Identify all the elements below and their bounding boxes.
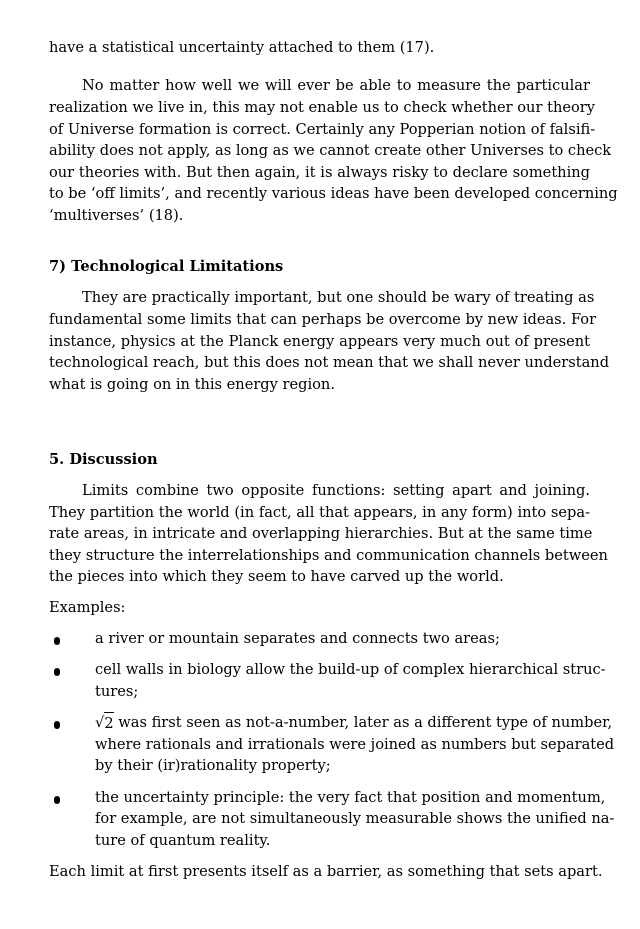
text-fragment: was first seen as not-a-number, later as a different type of number,: [113, 714, 613, 731]
closing-line: Each limit at first presents itself as a barrier, as something that sets apart.: [49, 863, 603, 880]
text-line: cell walls in biology allow the build-up of complex hierarchical struc-: [95, 661, 606, 678]
text-line: the pieces into which they seem to have carved up the world.: [49, 568, 504, 585]
text-line: our theories with. But then again, it is always risky to declare something: [49, 164, 590, 181]
text-line: tures;: [95, 683, 139, 700]
text-line: They are practically important, but one should be wary of treating as: [82, 289, 595, 306]
text-line: what is going on in this energy region.: [49, 376, 335, 393]
bullet-icon: [54, 637, 60, 645]
text-line: They partition the world (in fact, all that appears, in any form) into sepa-: [49, 504, 590, 521]
text-line: ture of quantum reality.: [95, 832, 271, 849]
text-line: rate areas, in intricate and overlapping hierarchies. But at the same time: [49, 525, 593, 542]
examples-label: Examples:: [49, 599, 126, 616]
text-line: to be ‘off limits’, and recently various ideas have been developed concerning: [49, 185, 618, 202]
text-line: of Universe formation is correct. Certainly any Popperian notion of falsifi-: [49, 121, 596, 138]
text-line: instance, physics at the Planck energy appears very much out of present: [49, 333, 590, 350]
bullet-icon: [54, 721, 60, 729]
paragraph-continuation: have a statistical uncertainty attached to them (17).: [49, 39, 435, 56]
bullet-icon: [54, 668, 60, 676]
text-line: No matter how well we will ever be able to measure the particular: [82, 77, 590, 94]
bullet-icon: [54, 796, 60, 804]
text-line: they structure the interrelationships and communication channels between: [49, 547, 608, 564]
section-heading-discussion: 5. Discussion: [49, 451, 158, 468]
sqrt-symbol: √: [95, 714, 105, 731]
text-line: Limits combine two opposite functions: setting apart and joining.: [82, 482, 590, 499]
text-line: where rationals and irrationals were joined as numbers but separated: [95, 736, 615, 753]
text-line: a river or mountain separates and connects two areas;: [95, 630, 500, 647]
text-line: realization we live in, this may not enable us to check whether our theory: [49, 99, 595, 116]
text-line: by their (ir)rationality property;: [95, 757, 331, 774]
text-line: fundamental some limits that can perhaps be overcome by new ideas. For: [49, 311, 597, 328]
text-line: the uncertainty principle: the very fact that position and momentum,: [95, 789, 606, 806]
text-line: for example, are not simultaneously measurable shows the unified na-: [95, 810, 615, 827]
text-line: ‘multiverses’ (18).: [49, 207, 184, 224]
text-line: technological reach, but this does not mean that we shall never understand: [49, 354, 610, 371]
text-line: ability does not apply, as long as we cannot create other Universes to check: [49, 142, 612, 159]
sqrt-argument: 2: [104, 712, 113, 735]
text-line: [95, 712, 613, 735]
section-heading-technological-limitations: 7) Technological Limitations: [49, 258, 284, 275]
